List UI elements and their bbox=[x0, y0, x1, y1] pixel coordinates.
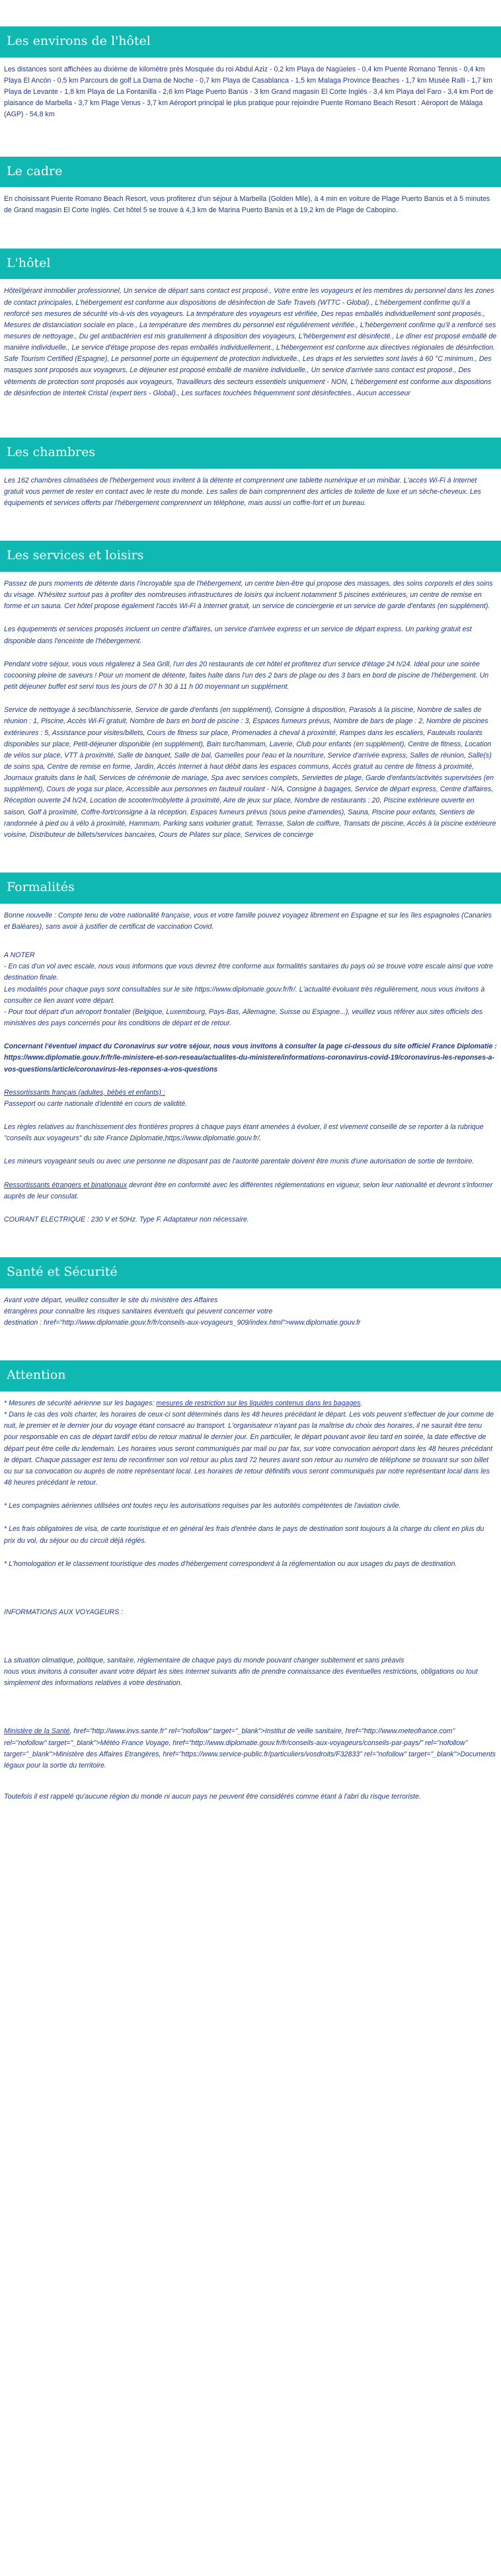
environs-text: Les distances sont affichées au dixième de kilomètre près Mosquée du roi Abdul Aziz - 0,2 km Playa de Nagüeles - 0,4 km Puente Romano Tennis - 0,4 km Playa El Ancón - 0,5 km Parcours de golf La Dama de Noche - 0,7 km Playa de Casablanca - 1,5 km Malaga Province Beaches - 1,7 km Musée Ralli - 1,7 km Playa de Levante - 1,8 km Playa de La Fontanilla - 2,6 km Plage Puerto Banús - 3 km Grand magasin El Corte Inglés - 3,4 km Playa del Faro - 3,4 km Port de plaisance de Marbella - 3,7 km Plage Venus - 3,7 km Aéroport principal le plus pratique pour rejoindre Puente Romano Beach Resort : Aéroport de Málaga (AGP) - 54,8 km bbox=[4, 65, 494, 119]
regles-frontieres: Les règles relatives au franchissement des frontières propres à chaque pays étant amenées à évoluer, il est vivement conseillé de se reporter à la rubrique "conseils aux voyageurs" du site France Diplomatie,https://www.diplomatie.gouv.fr/. bbox=[4, 1123, 484, 1143]
infos-links bbox=[4, 1726, 497, 1772]
nota-title: A NOTER bbox=[4, 951, 35, 960]
services-p1: Passez de purs moments de détente dans l'incroyable spa de l'hébergement, un centre bien-être qui propose des massages, des soins corporels et des soins du visage. N'hésitez surtout pas à profiter des nombreuses infrastructures de loisirs qui incluent notamment 5 piscines extérieures, un centre de remise en forme et un sauna. Cet hôtel propose également l'accès Wi-Fi à Internet gratuit, un service de conciergerie et un service de garde d'enfants (en supplément). bbox=[4, 579, 493, 611]
section-attention bbox=[0, 1341, 501, 1803]
section-formalites bbox=[0, 853, 501, 1226]
infos-voyageurs-line-1: La situation climatique, politique, sanitaire, réglementaire de chaque pays du monde pouvant changer subitement et sans préavis bbox=[4, 1657, 405, 1664]
ressortissants-francais-heading: Ressortissants français (adultes, bébés et enfants) : bbox=[4, 1088, 165, 1097]
ressortissants-francais-text: Passeport ou carte nationale d'identité en cours de validité. bbox=[4, 1099, 188, 1108]
section-chambres bbox=[0, 411, 501, 509]
section-cadre bbox=[0, 133, 501, 217]
infos-links-text: , href="http://www.invs.sante.fr" rel="nofollow" target="_blank">Institut de veille sanitaire, href="http://www.meteofrance.com" rel="nofollow" target="_blank">Météo France Voyage, href="http://www.diplomatie.gouv.fr/fr/conseils-aux-voyageurs/conseils-par-pays/" rel="nofollow" target="_blank">Ministère des Affaires Etrangères, href="https://www.service-public.fr/particuliers/vosdroits/F32833" rel="nofollow" target="_blank">Documents légaux pour la sortie du territoire. bbox=[4, 1727, 496, 1770]
services-p3: Pendant votre séjour, vous vous régalerez à Sea Grill, l'un des 20 restaurants de cet hôtel et profiterez d'un service d'étage 24 h/24. Idéal pour une soirée cocooning pleine de saveurs ! Pour un moment de détente, faites halte dans l'un des 2 bars de plage ou des 3 bars en bord de piscine de l'hébergement. Un petit déjeuner buffet est servi tous les jours de 07 h 30 à 11 h 00 moyennant un supplément. bbox=[4, 660, 489, 691]
services-p4: Service de nettoyage à sec/blanchisserie, Service de garde d'enfants (en supplément), Consigne à disposition, Parasols à la piscine, Nombre de salles de réunion : 1, Piscine, Accès Wi-Fi gratuit, Nombre de bars en bord de piscine : 3, Espaces fumeurs prévus, Nombre de bars de plage : 2, Nombre de piscines extérieures : 5, Assistance pour visites/billets, Cours de fitness sur place, Promenades à cheval à proximité, Rampes dans les escaliers, Fauteuils roulants disponibles sur place, Petit-déjeuner disponible (en supplément), Bain turc/hammam, Laverie, Club pour enfants (en supplément), Centre de fitness, Location de vélos sur place, VTT à proximité, Salle de banquet, Salle de bal, Gamelles pour l'eau et la nourriture, Service d'arrivée express, Salles de réunion, Salle(s) de soins spa, Centre de remise en forme, Jardin, Accès Internet à haut débit dans les espaces communs, Accès gratuit au centre de fitness à proximité, Journaux gratuits dans le hall, Services de cérémonie de mariage, Spa avec services complets, Serviettes de plage, Garde d'enfants/activités supervisées (en supplément), Cours de yoga sur place, Accessible aux personnes en fauteuil roulant - N/A, Consigne à bagages, Service de départ express, Centre d'affaires, Réception ouverte 24 h/24, Location de scooter/mobylette à proximité, Aire de jeux sur place, Nombre de restaurants : 20, Piscine extérieure ouverte en saison, Golf à proximité, Coffre-fort/consigne à la réception, Espaces fumeurs prévus (sous peine d'amendes), Sauna, Piscine pour enfants, Sentiers de randonnée à pied ou à vélo à proximité, Hammam, Parking sans voiturier gratuit, Terrasse, Salon de coiffure, Transats de piscine, Accès à la piscine extérieure voisine, Distributeur de billets/services bancaires, Cours de Pilates sur place, Services de concierge bbox=[4, 706, 496, 839]
section-title-sante: Santé et Sécurité bbox=[0, 1257, 501, 1288]
infos-voyageurs-title: INFORMATIONS AUX VOYAGEURS : bbox=[4, 1608, 124, 1616]
terrorisme-note: Toutefois il est rappelé qu'aucune région du monde ni aucun pays ne peuvent être considérés comme étant à l'abri du risque terroriste. bbox=[4, 1793, 421, 1801]
ressortissants-etrangers-text: devront être en conformité avec les différentes réglementations en vigueur, selon leur nationalité et devront s'informer auprès de leur consulat. bbox=[4, 1181, 493, 1200]
ministere-sante-link[interactable]: Ministère de la Santé bbox=[4, 1727, 70, 1736]
attention-item-1 bbox=[4, 1398, 497, 1409]
section-title-chambres: Les chambres bbox=[0, 438, 501, 469]
chambres-text: Les 162 chambres climatisées de l'hébergement vous invitent à la détente et comprennent une tablette numérique et un minibar. L'accès Wi-Fi à Internet gratuit vous permet de rester en contact avec le reste du monde. Les salles de bain comprennent des articles de toilette de luxe et un sèche-cheveux. Les équipements et services offerts par l'hébergement comprennent un téléphone, mais aussi un coffre-fort et un bureau. bbox=[4, 476, 481, 508]
sante-line-1: Avant votre départ, veuillez consulter le site du ministère des Affaires bbox=[4, 1296, 218, 1304]
attention-item-5: * L'homologation et le classement touristique des modes d'hébergement correspondent à la réglementation ou aux usages du pays de destination. bbox=[4, 1559, 457, 1568]
attention-item-1-text: * Mesures de sécurité aérienne sur les bagages: bbox=[4, 1399, 157, 1407]
liquids-restriction-link[interactable]: mesures de restriction sur les liquides contenus dans les bagages bbox=[156, 1399, 361, 1407]
nota-line-2: Les modalités pour chaque pays sont consultables sur le site https://www.diplomatie.gouv.fr/fr/. L'actualité évoluant très régulièrement, nous vous invitons à consulter ce lien avant votre départ. bbox=[4, 985, 485, 1005]
ressortissants-etrangers bbox=[4, 1180, 497, 1202]
mineurs-text: Les mineurs voyageant seuls ou avec une personne ne disposant pas de l'autorité parentale doivent être munis d'une autorisation de sortie de territoire. bbox=[4, 1157, 475, 1166]
courant-electrique: COURANT ELECTRIQUE : 230 V et 50Hz. Type F. Adaptateur non nécessaire. bbox=[4, 1215, 249, 1224]
ressortissants-etrangers-heading: Ressortissants étrangers et binationaux bbox=[4, 1181, 128, 1189]
section-hotel bbox=[0, 229, 501, 399]
nota-line-3: - Pour tout départ d'un aéroport frontalier (Belgique, Luxembourg, Pays-Bas, Allemagne, Suisse ou Espagne...), veuillez vous référer aux sites officiels des ministères des pays concernés pour les conditions de départ et de retour. bbox=[4, 1007, 483, 1028]
cadre-text: En choisissant Puente Romano Beach Resort, vous profiterez d'un séjour à Marbella (Golden Mile), à 4 min en voiture de Plage Puerto Banús et à 5 minutes de Grand magasin El Corte Inglés. Cet hôtel 5 se trouve à 4,3 km de Marina Puerto Banús et à 19,2 km de Plage de Cabopino. bbox=[4, 195, 490, 215]
section-title-formalites: Formalités bbox=[0, 873, 501, 904]
section-sante bbox=[0, 1237, 501, 1329]
covid-info: Concernant l'éventuel impact du Coronavirus sur votre séjour, nous vous invitons à consulter la page ci-dessous du site officiel France Diplomatie : https://www.diplomatie.gouv.fr/fr/le-ministere-et-son-reseau/actualites-du-ministere/informations-coronavirus-covid-19/coronavirus-les-reponses-a-vos-questions/article/coronavirus-les-reponses-a-vos-questions bbox=[4, 1042, 497, 1073]
hotel-text: Hôtel/gérant immobilier professionnel, Un service de départ sans contact est proposé., Votre entre les voyageurs et les membres du personnel dans les zones de contact principales, L'hébergement est conforme aux dispositions de désinfection de Safe Travels (WTTC - Global)., L'hébergement confirme qu'il a renforcé ses mesures de sécurité vis-à-vis des voyageurs. La température des voyageurs est vérifiée, Des repas emballés individuellement sont proposés., Mesures de distanciation sociale en place., La température des membres du personnel est régulièrement vérifiée., L'hébergement confirme qu'il a renforcé ses mesures de nettoyage., Du gel antibactérien est mis gratuitement à disposition des voyageurs, L'hébergement est désinfecté., Le dîner est proposé emballé de manière individuelle., Le service d'étage propose des repas emballés individuellement., L'hébergement est conforme aux directives régionales de désinfection. Safe Tourism Certified (Espagne), Le personnel porte un équipement de protection individuelle., Les draps et les serviettes sont lavés à 60 °C minimum., Des masques sont proposés aux voyageurs, Le déjeuner est proposé emballé de manière individuelle., Un service d'arrivée sans contact est proposé., Des vêtements de protection sont proposés aux voyageurs, Travailleurs des secteurs essentiels uniquement - NON, L'hébergement est conforme aux dispositions de désinfection de Intertek Cristal (expert tiers - Global)., Les surfaces touchées fréquemment sont désinfectées., Aucun accesseur bbox=[4, 287, 497, 397]
sante-line-3: destination : href="http://www.diplomatie.gouv.fr/fr/conseils-aux-voyageurs_909/index.html">www.diplomatie.gouv.fr bbox=[4, 1319, 361, 1327]
section-title-environs: Les environs de l'hôtel bbox=[0, 26, 501, 58]
section-title-services: Les services et loisirs bbox=[0, 541, 501, 572]
section-services bbox=[0, 521, 501, 841]
section-title-hotel: L'hôtel bbox=[0, 249, 501, 280]
section-title-cadre: Le cadre bbox=[0, 157, 501, 188]
attention-item-3: * Les compagnies aériennes utilisées ont toutes reçu les autorisations requises par les autorités compétentes de l'aviation civile. bbox=[4, 1502, 401, 1510]
section-title-attention: Attention bbox=[0, 1360, 501, 1391]
sante-line-2: étrangères pour connaître les risques sanitaires éventuels qui peuvent concerner votre bbox=[4, 1307, 273, 1315]
attention-item-1-end: . bbox=[360, 1399, 363, 1407]
attention-item-4: * Les frais obligatoires de visa, de carte touristique et en général les frais d'entrée dans le pays de destination sont toujours à la charge du client en plus du prix du vol, du séjour ou du circuit déjà réglés. bbox=[4, 1525, 484, 1545]
infos-voyageurs-line-2: nous vous invitons à consulter avant votre départ les sites Internet suivants afin de prendre connaissance des éventuelles restrictions, obligations ou tout simplement des informations relatives à votre destination. bbox=[4, 1668, 478, 1688]
attention-item-2: * Dans le cas des vols charter, les horaires de ceux-ci sont déterminés dans les 48 heures précédant le départ. Les vols peuvent s'effectuer de jour comme de nuit, le premier et le dernier jour du voyage étant consacré au transport. L'organisateur n'ayant pas la maîtrise du choix des horaires, il ne saurait être tenu pour responsable en cas de départ tardif et/ou de retour matinal le dernier jour. En particulier, le départ pouvant avoir lieu tard en soirée, la date effective de départ peut être celle du lendemain. Les horaires vous seront communiqués par mail ou par fax, sur votre convocation aéroport dans les 48 heures précédant le départ. Chaque passager est tenu de reconfirmer son vol retour au plus tard 72 heures avant son retour au numéro de téléphone se trouvant sur son billet ou sur sa convocation ou auprès de notre représentant local. Les horaires de retour définitifs vous seront communiqués par notre représentant local dans les 48 heures précédant le retour. bbox=[4, 1411, 494, 1487]
section-environs bbox=[0, 0, 501, 121]
services-p2: Les équipements et services proposés incluent un centre d'affaires, un service d'arrivée express et un service de départ express. Un parking gratuit est disponible dans l'enceinte de l'hébergement. bbox=[4, 625, 472, 645]
formalites-p1: Bonne nouvelle : Compte tenu de votre nationalité française, vous et votre famille pouvez voyagez librement en Espagne et sur les îles espagnoles (Canaries et Baléares), sans avoir à justifier de certificat de vaccination Covid. bbox=[4, 911, 492, 931]
nota-line-1: - En cas d'un vol avec escale, nous vous informons que vous devrez être conforme aux formalités sanitaires du pays où se trouve votre escale ainsi que votre destination finale. bbox=[4, 962, 493, 982]
